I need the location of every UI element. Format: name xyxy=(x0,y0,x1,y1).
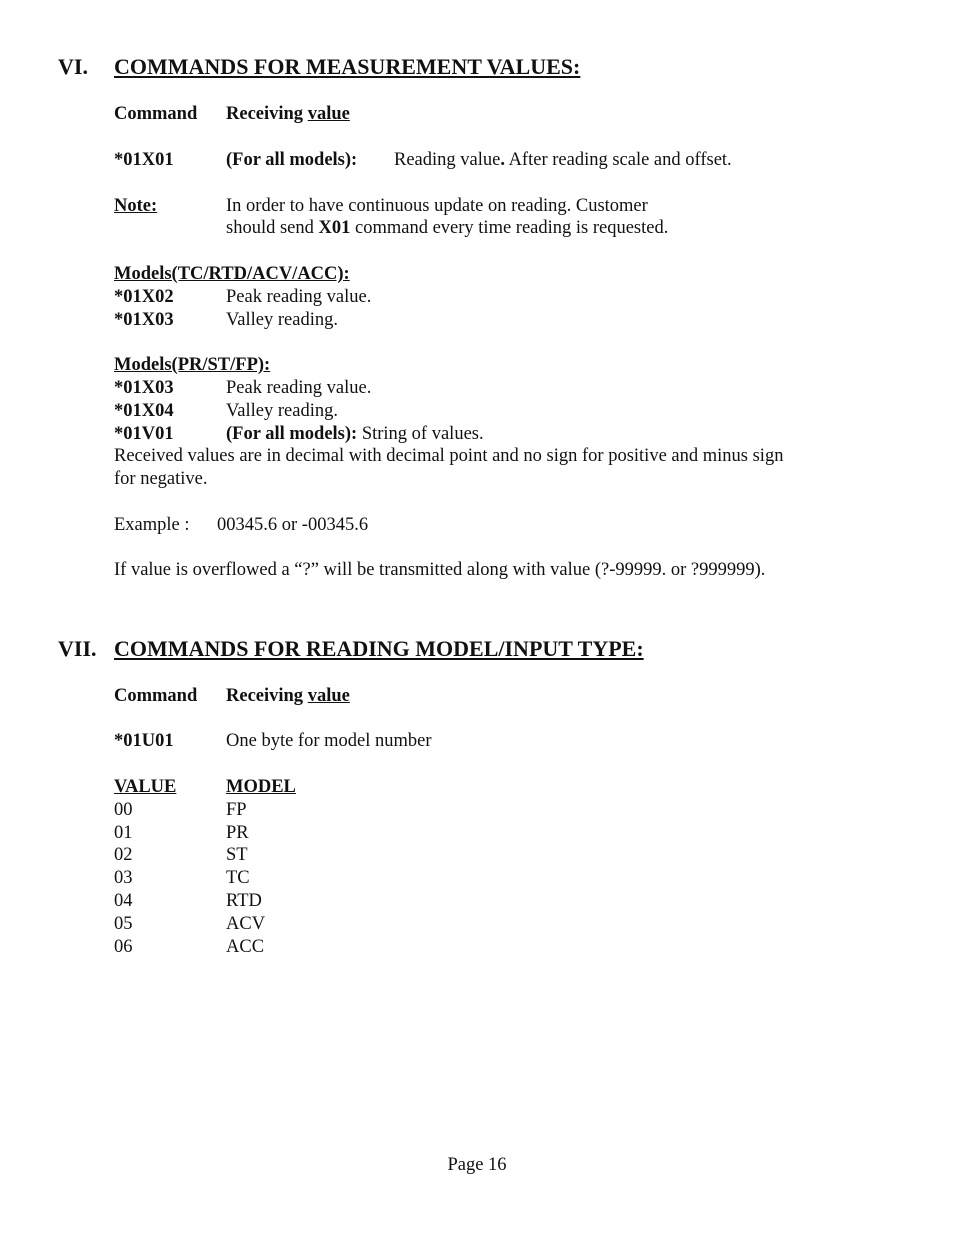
v01-command-code: *01V01 xyxy=(114,424,174,444)
models-pr-st-fp-heading: Models(PR/ST/FP): xyxy=(114,355,271,375)
x01-models-label: (For all models): xyxy=(226,150,358,170)
example-label: Example : xyxy=(114,515,190,535)
model-name: ACV xyxy=(226,914,266,934)
model-name: PR xyxy=(226,823,249,843)
command-code: *01X03 xyxy=(114,310,174,330)
x01-command-code: *01X01 xyxy=(114,150,174,170)
x01-description: Reading value. After reading scale and offset. xyxy=(394,150,732,170)
overflow-note: If value is overflowed a “?” will be transmitted along with value (?-99999. or ?999999). xyxy=(114,560,766,580)
model-value: 00 xyxy=(114,800,133,820)
command-description: Peak reading value. xyxy=(226,378,372,398)
received-values-line-2: for negative. xyxy=(114,469,208,489)
v01-description: (For all models): String of values. xyxy=(226,424,484,444)
section-7-number: VII. xyxy=(58,636,97,661)
model-name: ST xyxy=(226,845,248,865)
models-tc-rtd-acv-acc-heading: Models(TC/RTD/ACV/ACC): xyxy=(114,264,350,284)
u01-description: One byte for model number xyxy=(226,731,432,751)
model-value: 05 xyxy=(114,914,133,934)
command-code: *01X02 xyxy=(114,287,174,307)
model-name: FP xyxy=(226,800,247,820)
model-column-header: MODEL xyxy=(226,777,296,797)
command-description: Peak reading value. xyxy=(226,287,372,307)
page-number: Page 16 xyxy=(447,1155,507,1175)
receiving-value-header: Receiving value xyxy=(226,104,350,124)
model-value: 06 xyxy=(114,937,133,957)
command-code: *01X04 xyxy=(114,401,174,421)
example-value: 00345.6 or -00345.6 xyxy=(217,515,369,535)
model-value: 01 xyxy=(114,823,133,843)
section-6-number: VI. xyxy=(58,54,88,79)
model-value: 02 xyxy=(114,845,133,865)
command-code: *01X03 xyxy=(114,378,174,398)
value-column-header: VALUE xyxy=(114,777,177,797)
note-label: Note: xyxy=(114,196,158,216)
note-line-1: In order to have continuous update on reading. Customer xyxy=(226,196,648,216)
section-6-title: COMMANDS FOR MEASUREMENT VALUES: xyxy=(114,54,581,79)
model-name: RTD xyxy=(226,891,262,911)
model-value: 04 xyxy=(114,891,133,911)
note-line-2: should send X01 command every time reading is requested. xyxy=(226,218,669,238)
command-column-header: Command xyxy=(114,104,198,124)
model-name: TC xyxy=(226,868,250,888)
model-name: ACC xyxy=(226,937,265,957)
command-description: Valley reading. xyxy=(226,310,338,330)
receiving-value-header: Receiving value xyxy=(226,686,350,706)
model-value: 03 xyxy=(114,868,133,888)
section-7-title: COMMANDS FOR READING MODEL/INPUT TYPE: xyxy=(114,636,644,661)
u01-command-code: *01U01 xyxy=(114,731,174,751)
command-column-header: Command xyxy=(114,686,198,706)
received-values-line-1: Received values are in decimal with decimal point and no sign for positive and minus sign xyxy=(114,446,784,466)
command-description: Valley reading. xyxy=(226,401,338,421)
